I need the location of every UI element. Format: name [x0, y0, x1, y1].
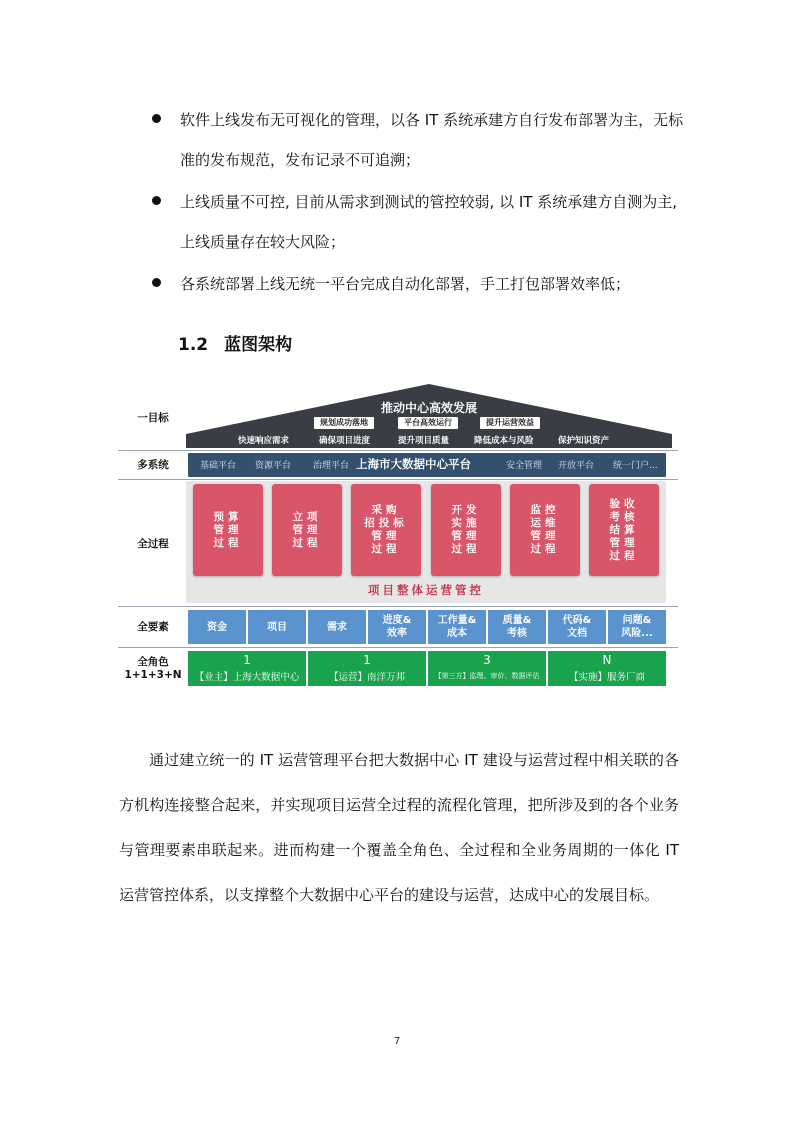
roof-goal: 确保项目进度: [319, 436, 371, 446]
element-text: 项目: [267, 621, 287, 633]
element-text: 进度& 效率: [382, 615, 412, 639]
row-label-systems: 多系统: [137, 459, 169, 471]
role-cell: [308, 651, 426, 686]
roof-chip: 规划成功落地: [314, 417, 374, 429]
bullet-dot: [152, 114, 161, 123]
page-number: 7: [393, 1036, 401, 1047]
element-cell: [188, 610, 246, 644]
process-card-text: 采购 招投标 管理 过程: [364, 504, 408, 555]
bullet-item: [150, 182, 690, 262]
element-cell: [488, 610, 546, 644]
section-title: 蓝图架构: [224, 335, 293, 355]
system-item: 资源平台: [255, 461, 292, 471]
roof-goal: 快速响应需求: [238, 436, 290, 446]
row-divider: [118, 606, 678, 607]
element-text: 问题& 风险...: [621, 615, 653, 639]
row-divider: [118, 450, 678, 451]
element-cell: [368, 610, 426, 644]
role-cell: [188, 651, 306, 686]
element-text: 代码& 文档: [562, 615, 592, 639]
role-name: 【第三方】监理、审价、数据评估: [434, 672, 540, 680]
bullet-text: 上线质量不可控, 目前从需求到测试的管控较弱, 以 IT 系统承建方自测为主, 上线质量存在较大风险；: [180, 193, 677, 251]
process-card: [272, 484, 342, 576]
row-divider: [118, 647, 678, 648]
systems-center-title: 上海市大数据中心平台: [356, 457, 471, 471]
system-item: 统一门户...: [613, 461, 658, 471]
roof-goals: [186, 434, 672, 448]
role-count: 1: [243, 653, 251, 667]
role-name: 【业主】上海大数据中心: [194, 672, 300, 683]
element-cell: [248, 610, 306, 644]
bullet-text: 软件上线发布无可视化的管理，以各 IT 系统承建方自行发布部署为主，无标准的发布规范，发布记录不可追溯；: [180, 111, 684, 169]
row-label-roles: 全角色 1+1+3+N: [124, 656, 182, 681]
process-card: [351, 484, 421, 576]
process-card: [589, 484, 659, 576]
roof-chip: 提升运营效益: [480, 417, 540, 429]
element-cell: [548, 610, 606, 644]
process-card: [510, 484, 580, 576]
process-panel: [186, 481, 666, 603]
role-cell: [428, 651, 546, 686]
process-card-text: 预算 管理 过程: [213, 510, 243, 549]
process-card: [193, 484, 263, 576]
row-label-process: 全过程: [137, 538, 169, 550]
blueprint-diagram: [118, 384, 678, 692]
roof-goal: 提升项目质量: [398, 436, 450, 446]
systems-bar: [188, 453, 666, 477]
body-paragraph: 通过建立统一的 IT 运营管理平台把大数据中心 IT 建设与运营过程中相关联的各方机构连接整合起来，并实现项目运营全过程的流程化管理，把所涉及到的各个业务与管理要素串联起来。进而构建一个覆盖全角色、全过程和全业务周期的一体化 IT 运营管控体系，以支撑整个大数据中心平台的建设与运营，达成中心的发展目标。: [119, 751, 679, 904]
element-text: 资金: [207, 621, 227, 633]
system-item: 安全管理: [506, 461, 543, 471]
row-label-elements: 全要素: [137, 621, 169, 633]
system-item: 基础平台: [200, 461, 237, 471]
process-footer: 项目整体运营管控: [368, 583, 484, 597]
element-cell: [608, 610, 666, 644]
roof-title: 推动中心高效发展: [380, 401, 477, 415]
element-text: 工作量& 成本: [437, 615, 477, 639]
row-divider: [118, 479, 678, 480]
element-text: 需求: [327, 621, 347, 633]
system-item: 开放平台: [558, 461, 595, 471]
role-count: N: [602, 653, 612, 667]
roof-chip: 平台高效运行: [398, 417, 458, 429]
process-card-text: 开发 实施 管理 过程: [451, 504, 481, 555]
process-card-text: 监控 运维 管理 过程: [530, 504, 560, 555]
bullet-dot: [152, 278, 161, 287]
bullet-item: [150, 100, 690, 180]
element-cell: [308, 610, 366, 644]
system-item: 治理平台: [313, 461, 350, 471]
element-cell: [428, 610, 486, 644]
roof-goal: 降低成本与风险: [474, 436, 534, 446]
process-card: [431, 484, 501, 576]
role-name: 【实施】服务厂商: [568, 672, 645, 683]
role-count: 1: [363, 653, 371, 667]
role-count: 3: [483, 653, 491, 667]
process-card-text: 验收 考核 结算 管理 过程: [609, 497, 639, 562]
row-label-goal: 一目标: [137, 412, 169, 424]
bullet-dot: [152, 196, 161, 205]
roof-goal: 保护知识资产: [558, 436, 610, 446]
bullet-item: [150, 264, 690, 304]
element-text: 质量& 考核: [502, 615, 532, 639]
process-card-text: 立项 管理 过程: [292, 510, 322, 549]
bullet-text: 各系统部署上线无统一平台完成自动化部署，手工打包部署效率低；: [180, 275, 631, 293]
role-name: 【运营】南洋万邦: [328, 672, 405, 683]
role-cell: [548, 651, 666, 686]
section-heading: [178, 330, 292, 355]
section-number: 1.2: [178, 335, 209, 355]
bullet-list: [150, 100, 690, 304]
